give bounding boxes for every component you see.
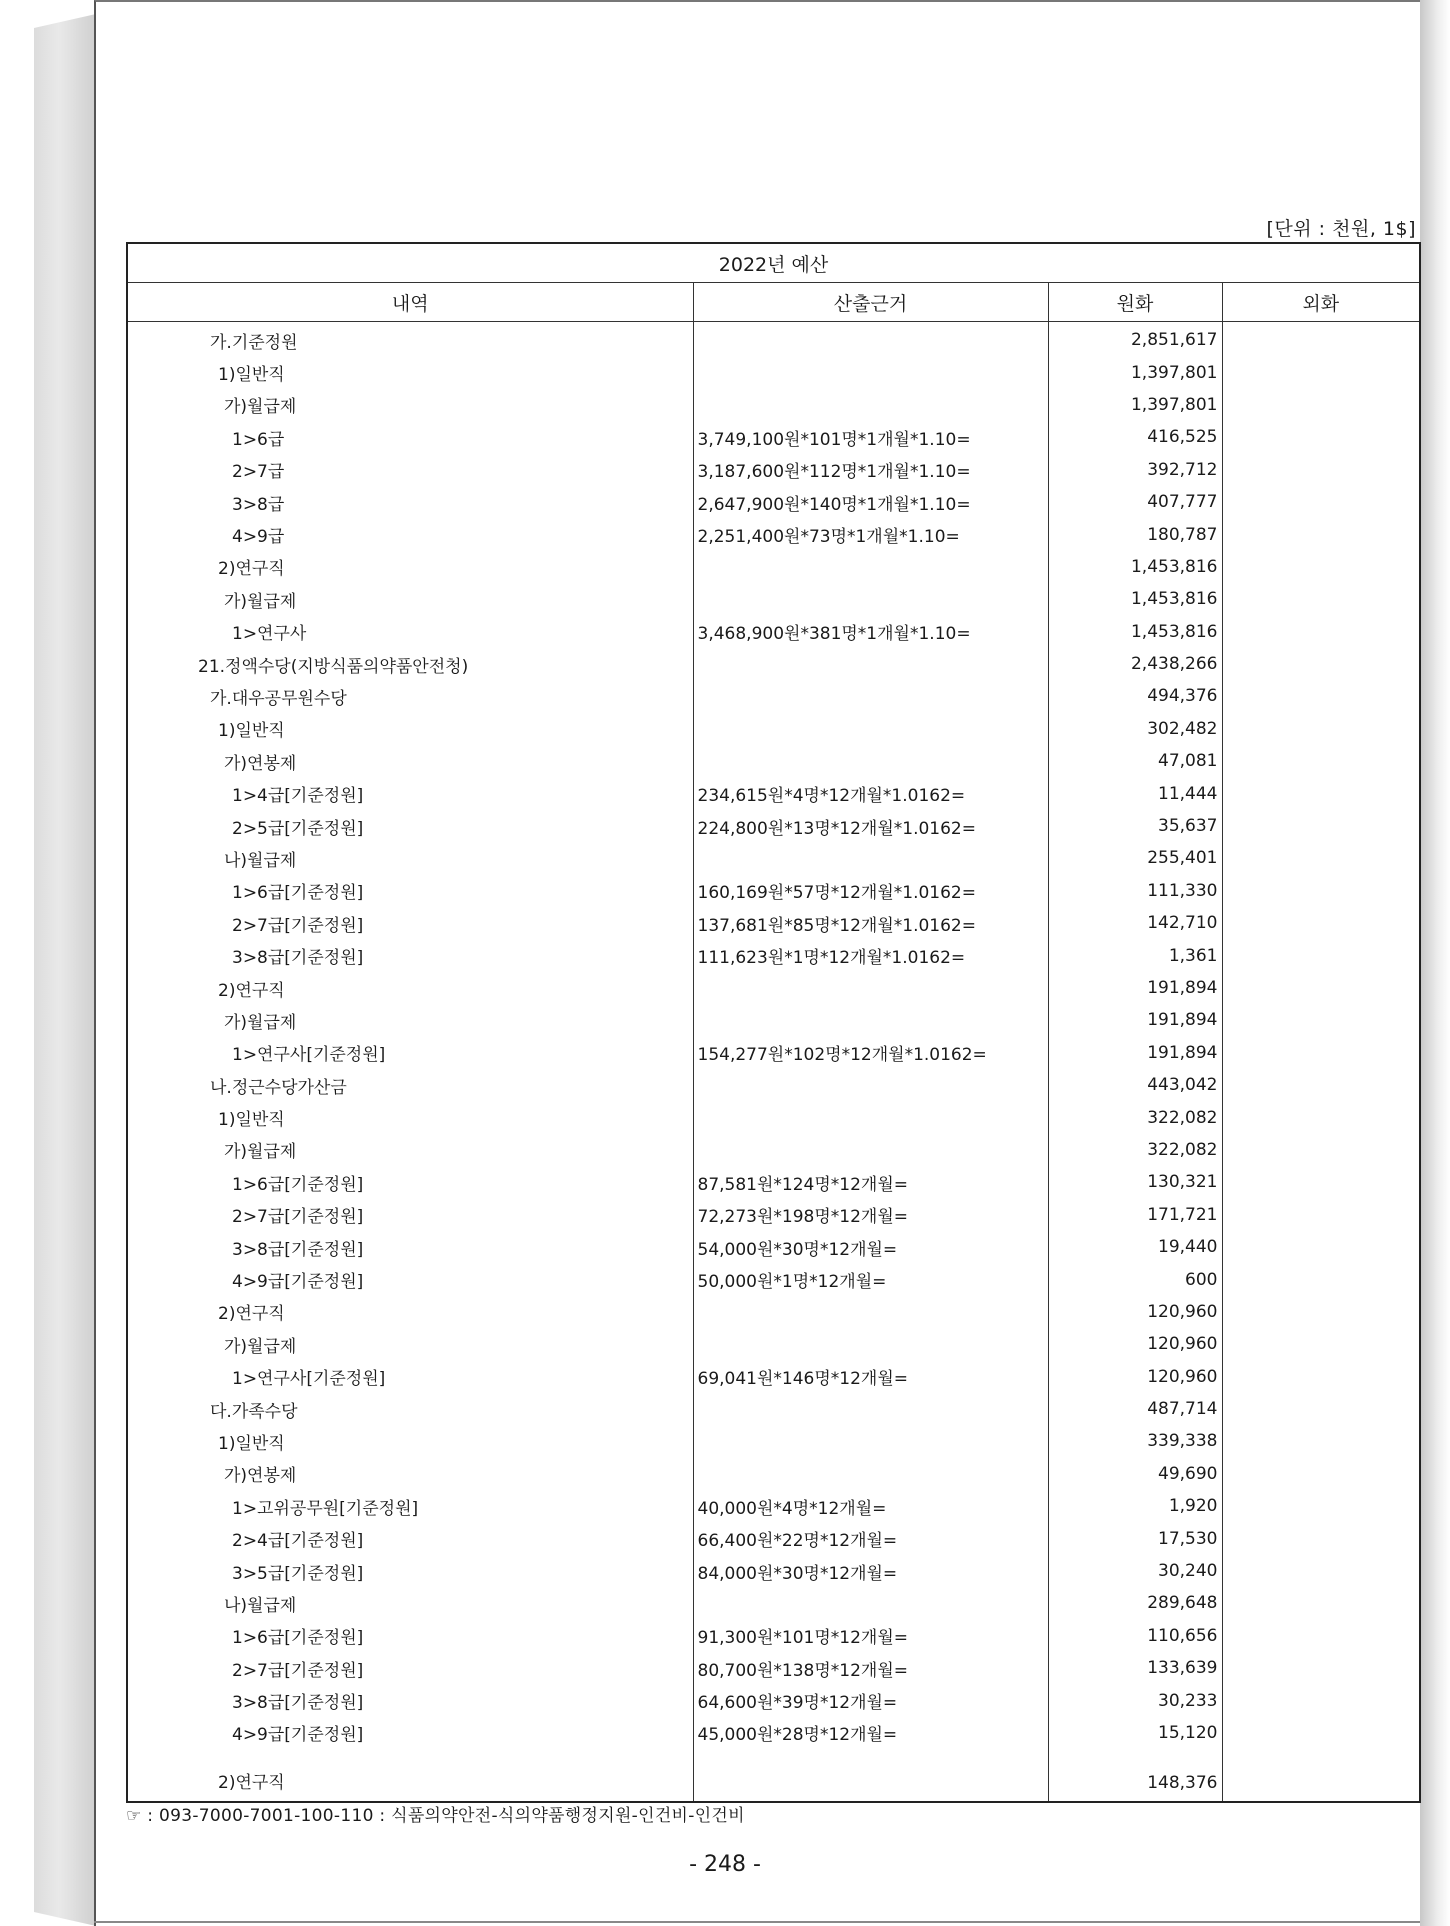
row-item: 가)연봉제 xyxy=(127,1458,693,1490)
row-fx-amount xyxy=(1222,1749,1420,1802)
row-fx-amount xyxy=(1222,810,1420,842)
row-item: 1>6급[기준정원] xyxy=(127,1620,693,1652)
table-row xyxy=(127,842,1420,874)
row-basis: 2,647,900원*140명*1개월*1.10= xyxy=(693,486,1048,518)
row-item: 1>6급 xyxy=(127,421,693,453)
table-row xyxy=(127,551,1420,583)
row-krw-amount: 130,321 xyxy=(1048,1166,1222,1198)
table-row xyxy=(127,713,1420,745)
row-fx-amount xyxy=(1222,356,1420,388)
row-fx-amount xyxy=(1222,1652,1420,1684)
table-row xyxy=(127,1004,1420,1036)
column-header-krw: 원화 xyxy=(1048,283,1222,322)
row-fx-amount xyxy=(1222,680,1420,712)
row-basis xyxy=(693,1587,1048,1619)
row-item: 가)월급제 xyxy=(127,583,693,615)
row-fx-amount xyxy=(1222,1231,1420,1263)
row-fx-amount xyxy=(1222,1004,1420,1036)
row-basis: 45,000원*28명*12개월= xyxy=(693,1717,1048,1749)
row-fx-amount xyxy=(1222,1199,1420,1231)
row-fx-amount xyxy=(1222,842,1420,874)
row-krw-amount: 2,438,266 xyxy=(1048,648,1222,680)
row-item: 가)월급제 xyxy=(127,389,693,421)
year-header-row xyxy=(127,243,1420,283)
row-item: 3>8급 xyxy=(127,486,693,518)
table-row xyxy=(127,1199,1420,1231)
table-row xyxy=(127,1749,1420,1802)
table-row xyxy=(127,777,1420,809)
row-item: 1>고위공무원[기준정원] xyxy=(127,1490,693,1522)
row-item: 4>9급[기준정원] xyxy=(127,1717,693,1749)
row-fx-amount xyxy=(1222,1166,1420,1198)
table-row xyxy=(127,454,1420,486)
row-item: 가.기준정원 xyxy=(127,322,693,357)
row-basis: 137,681원*85명*12개월*1.0162= xyxy=(693,907,1048,939)
table-row xyxy=(127,1069,1420,1101)
row-fx-amount xyxy=(1222,1555,1420,1587)
row-krw-amount: 17,530 xyxy=(1048,1522,1222,1554)
row-krw-amount: 1,453,816 xyxy=(1048,616,1222,648)
row-fx-amount xyxy=(1222,1296,1420,1328)
row-krw-amount: 1,453,816 xyxy=(1048,583,1222,615)
row-fx-amount xyxy=(1222,1037,1420,1069)
row-basis: 80,700원*138명*12개월= xyxy=(693,1652,1048,1684)
page-number: - 248 - xyxy=(689,1852,761,1877)
column-header-basis: 산출근거 xyxy=(693,283,1048,322)
row-item: 2>7급[기준정원] xyxy=(127,1652,693,1684)
row-item: 3>8급[기준정원] xyxy=(127,1684,693,1716)
row-krw-amount: 49,690 xyxy=(1048,1458,1222,1490)
row-krw-amount: 30,233 xyxy=(1048,1684,1222,1716)
row-krw-amount: 322,082 xyxy=(1048,1101,1222,1133)
row-krw-amount: 47,081 xyxy=(1048,745,1222,777)
row-item: 2>5급[기준정원] xyxy=(127,810,693,842)
row-krw-amount: 133,639 xyxy=(1048,1652,1222,1684)
row-item: 다.가족수당 xyxy=(127,1393,693,1425)
row-item: 1)일반직 xyxy=(127,1425,693,1457)
row-krw-amount: 171,721 xyxy=(1048,1199,1222,1231)
row-basis: 50,000원*1명*12개월= xyxy=(693,1263,1048,1295)
row-basis: 72,273원*198명*12개월= xyxy=(693,1199,1048,1231)
row-basis xyxy=(693,1328,1048,1360)
row-fx-amount xyxy=(1222,322,1420,357)
row-krw-amount: 1,397,801 xyxy=(1048,389,1222,421)
row-item: 1)일반직 xyxy=(127,356,693,388)
table-row xyxy=(127,1490,1420,1522)
row-item: 1>6급[기준정원] xyxy=(127,1166,693,1198)
row-fx-amount xyxy=(1222,518,1420,550)
table-row xyxy=(127,1393,1420,1425)
row-krw-amount: 191,894 xyxy=(1048,972,1222,1004)
page-bottom-edge xyxy=(94,1921,1420,1923)
row-fx-amount xyxy=(1222,1717,1420,1749)
row-basis: 66,400원*22명*12개월= xyxy=(693,1522,1048,1554)
table-row xyxy=(127,1522,1420,1554)
row-fx-amount xyxy=(1222,1684,1420,1716)
table-row xyxy=(127,680,1420,712)
row-item: 3>8급[기준정원] xyxy=(127,939,693,971)
row-item: 가)월급제 xyxy=(127,1134,693,1166)
table-row xyxy=(127,1134,1420,1166)
row-basis xyxy=(693,551,1048,583)
row-krw-amount: 30,240 xyxy=(1048,1555,1222,1587)
row-basis: 64,600원*39명*12개월= xyxy=(693,1684,1048,1716)
row-item: 가)월급제 xyxy=(127,1328,693,1360)
table-row xyxy=(127,1296,1420,1328)
row-basis: 87,581원*124명*12개월= xyxy=(693,1166,1048,1198)
row-basis xyxy=(693,842,1048,874)
row-basis: 3,187,600원*112명*1개월*1.10= xyxy=(693,454,1048,486)
row-krw-amount: 392,712 xyxy=(1048,454,1222,486)
row-krw-amount: 416,525 xyxy=(1048,421,1222,453)
row-krw-amount: 19,440 xyxy=(1048,1231,1222,1263)
table-row xyxy=(127,1101,1420,1133)
row-basis: 154,277원*102명*12개월*1.0162= xyxy=(693,1037,1048,1069)
table-row xyxy=(127,356,1420,388)
row-item: 가.대우공무원수당 xyxy=(127,680,693,712)
table-row xyxy=(127,907,1420,939)
row-fx-amount xyxy=(1222,616,1420,648)
table-row xyxy=(127,1263,1420,1295)
table-row xyxy=(127,1587,1420,1619)
row-basis: 54,000원*30명*12개월= xyxy=(693,1231,1048,1263)
table-row xyxy=(127,1684,1420,1716)
row-item: 1>6급[기준정원] xyxy=(127,875,693,907)
row-krw-amount: 1,453,816 xyxy=(1048,551,1222,583)
row-basis xyxy=(693,1458,1048,1490)
table-row xyxy=(127,1555,1420,1587)
row-fx-amount xyxy=(1222,486,1420,518)
row-item: 2)연구직 xyxy=(127,551,693,583)
table-row xyxy=(127,1458,1420,1490)
page-edge-shadow xyxy=(1420,0,1450,1926)
table-row xyxy=(127,1361,1420,1393)
table-row xyxy=(127,972,1420,1004)
row-krw-amount: 1,361 xyxy=(1048,939,1222,971)
row-krw-amount: 191,894 xyxy=(1048,1004,1222,1036)
row-fx-amount xyxy=(1222,972,1420,1004)
row-krw-amount: 11,444 xyxy=(1048,777,1222,809)
row-krw-amount: 487,714 xyxy=(1048,1393,1222,1425)
row-item: 1>연구사[기준정원] xyxy=(127,1361,693,1393)
row-fx-amount xyxy=(1222,1328,1420,1360)
row-fx-amount xyxy=(1222,777,1420,809)
row-fx-amount xyxy=(1222,907,1420,939)
row-krw-amount: 302,482 xyxy=(1048,713,1222,745)
row-item: 1)일반직 xyxy=(127,713,693,745)
row-krw-amount: 191,894 xyxy=(1048,1037,1222,1069)
row-item: 4>9급[기준정원] xyxy=(127,1263,693,1295)
row-item: 1>연구사[기준정원] xyxy=(127,1037,693,1069)
row-krw-amount: 110,656 xyxy=(1048,1620,1222,1652)
row-item: 가)연봉제 xyxy=(127,745,693,777)
table-row xyxy=(127,1717,1420,1749)
table-row xyxy=(127,518,1420,550)
row-fx-amount xyxy=(1222,421,1420,453)
row-krw-amount: 322,082 xyxy=(1048,1134,1222,1166)
row-krw-amount: 111,330 xyxy=(1048,875,1222,907)
budget-table xyxy=(126,242,1421,1803)
table-row xyxy=(127,616,1420,648)
row-basis: 69,041원*146명*12개월= xyxy=(693,1361,1048,1393)
table-row xyxy=(127,389,1420,421)
budget-table-body xyxy=(127,322,1420,1803)
row-item: 2)연구직 xyxy=(127,972,693,1004)
column-header-fx: 외화 xyxy=(1222,283,1420,322)
row-item: 나)월급제 xyxy=(127,842,693,874)
row-basis xyxy=(693,583,1048,615)
row-krw-amount: 2,851,617 xyxy=(1048,322,1222,357)
row-fx-amount xyxy=(1222,583,1420,615)
row-basis xyxy=(693,1069,1048,1101)
book-spine xyxy=(34,14,96,1926)
row-basis: 160,169원*57명*12개월*1.0162= xyxy=(693,875,1048,907)
table-row xyxy=(127,1037,1420,1069)
row-krw-amount: 142,710 xyxy=(1048,907,1222,939)
row-item: 2>7급[기준정원] xyxy=(127,907,693,939)
row-fx-amount xyxy=(1222,1458,1420,1490)
row-fx-amount xyxy=(1222,551,1420,583)
row-item: 21.정액수당(지방식품의약품안전청) xyxy=(127,648,693,680)
row-basis xyxy=(693,648,1048,680)
table-row xyxy=(127,810,1420,842)
row-fx-amount xyxy=(1222,1101,1420,1133)
row-basis xyxy=(693,1393,1048,1425)
row-fx-amount xyxy=(1222,1587,1420,1619)
row-basis xyxy=(693,745,1048,777)
column-header-item: 내역 xyxy=(127,283,693,322)
table-row xyxy=(127,875,1420,907)
row-fx-amount xyxy=(1222,875,1420,907)
row-krw-amount: 1,397,801 xyxy=(1048,356,1222,388)
row-fx-amount xyxy=(1222,1263,1420,1295)
row-krw-amount: 443,042 xyxy=(1048,1069,1222,1101)
table-row xyxy=(127,322,1420,357)
row-basis xyxy=(693,972,1048,1004)
row-fx-amount xyxy=(1222,1393,1420,1425)
row-basis: 91,300원*101명*12개월= xyxy=(693,1620,1048,1652)
table-row xyxy=(127,421,1420,453)
row-krw-amount: 339,338 xyxy=(1048,1425,1222,1457)
row-basis xyxy=(693,1749,1048,1802)
row-item: 가)월급제 xyxy=(127,1004,693,1036)
row-fx-amount xyxy=(1222,1134,1420,1166)
table-row xyxy=(127,939,1420,971)
row-item: 나)월급제 xyxy=(127,1587,693,1619)
row-fx-amount xyxy=(1222,745,1420,777)
row-krw-amount: 407,777 xyxy=(1048,486,1222,518)
row-basis: 111,623원*1명*12개월*1.0162= xyxy=(693,939,1048,971)
row-basis xyxy=(693,1425,1048,1457)
table-row xyxy=(127,1652,1420,1684)
row-item: 1)일반직 xyxy=(127,1101,693,1133)
row-krw-amount: 289,648 xyxy=(1048,1587,1222,1619)
row-fx-amount xyxy=(1222,1620,1420,1652)
row-basis xyxy=(693,680,1048,712)
row-basis xyxy=(693,322,1048,357)
row-item: 4>9급 xyxy=(127,518,693,550)
row-item: 3>8급[기준정원] xyxy=(127,1231,693,1263)
row-item: 2>7급 xyxy=(127,454,693,486)
row-krw-amount: 180,787 xyxy=(1048,518,1222,550)
table-row xyxy=(127,486,1420,518)
year-header: 2022년 예산 xyxy=(127,243,1420,283)
row-basis xyxy=(693,1101,1048,1133)
row-krw-amount: 255,401 xyxy=(1048,842,1222,874)
row-item: 1>연구사 xyxy=(127,616,693,648)
table-row xyxy=(127,1425,1420,1457)
row-krw-amount: 494,376 xyxy=(1048,680,1222,712)
row-basis xyxy=(693,1004,1048,1036)
table-row xyxy=(127,1231,1420,1263)
table-row xyxy=(127,648,1420,680)
row-basis: 2,251,400원*73명*1개월*1.10= xyxy=(693,518,1048,550)
row-fx-amount xyxy=(1222,939,1420,971)
column-header-row xyxy=(127,283,1420,322)
row-basis xyxy=(693,1296,1048,1328)
row-krw-amount: 120,960 xyxy=(1048,1361,1222,1393)
row-krw-amount: 120,960 xyxy=(1048,1296,1222,1328)
row-item: 2>7급[기준정원] xyxy=(127,1199,693,1231)
row-krw-amount: 148,376 xyxy=(1048,1749,1222,1802)
table-row xyxy=(127,745,1420,777)
row-krw-amount: 15,120 xyxy=(1048,1717,1222,1749)
row-basis: 3,749,100원*101명*1개월*1.10= xyxy=(693,421,1048,453)
row-item: 2>4급[기준정원] xyxy=(127,1522,693,1554)
table-row xyxy=(127,1166,1420,1198)
row-krw-amount: 35,637 xyxy=(1048,810,1222,842)
row-fx-amount xyxy=(1222,1425,1420,1457)
row-basis: 40,000원*4명*12개월= xyxy=(693,1490,1048,1522)
row-fx-amount xyxy=(1222,1490,1420,1522)
row-basis xyxy=(693,356,1048,388)
row-item: 3>5급[기준정원] xyxy=(127,1555,693,1587)
row-krw-amount: 120,960 xyxy=(1048,1328,1222,1360)
row-basis xyxy=(693,1134,1048,1166)
row-fx-amount xyxy=(1222,389,1420,421)
table-row xyxy=(127,583,1420,615)
row-item: 2)연구직 xyxy=(127,1296,693,1328)
account-code-footnote: ☞ : 093-7000-7001-100-110 : 식품의약안전-식의약품행정지원-인건비-인건비 xyxy=(126,1806,745,1826)
row-basis: 84,000원*30명*12개월= xyxy=(693,1555,1048,1587)
row-item: 2)연구직 xyxy=(127,1749,693,1802)
table-row xyxy=(127,1328,1420,1360)
row-fx-amount xyxy=(1222,713,1420,745)
row-fx-amount xyxy=(1222,1069,1420,1101)
row-item: 1>4급[기준정원] xyxy=(127,777,693,809)
row-basis: 234,615원*4명*12개월*1.0162= xyxy=(693,777,1048,809)
row-fx-amount xyxy=(1222,454,1420,486)
row-krw-amount: 600 xyxy=(1048,1263,1222,1295)
row-fx-amount xyxy=(1222,648,1420,680)
row-basis: 3,468,900원*381명*1개월*1.10= xyxy=(693,616,1048,648)
row-basis: 224,800원*13명*12개월*1.0162= xyxy=(693,810,1048,842)
row-fx-amount xyxy=(1222,1522,1420,1554)
unit-label: [단위 : 천원, 1$] xyxy=(1266,218,1416,240)
row-fx-amount xyxy=(1222,1361,1420,1393)
table-row xyxy=(127,1620,1420,1652)
row-item: 나.정근수당가산금 xyxy=(127,1069,693,1101)
row-basis xyxy=(693,713,1048,745)
row-basis xyxy=(693,389,1048,421)
row-krw-amount: 1,920 xyxy=(1048,1490,1222,1522)
